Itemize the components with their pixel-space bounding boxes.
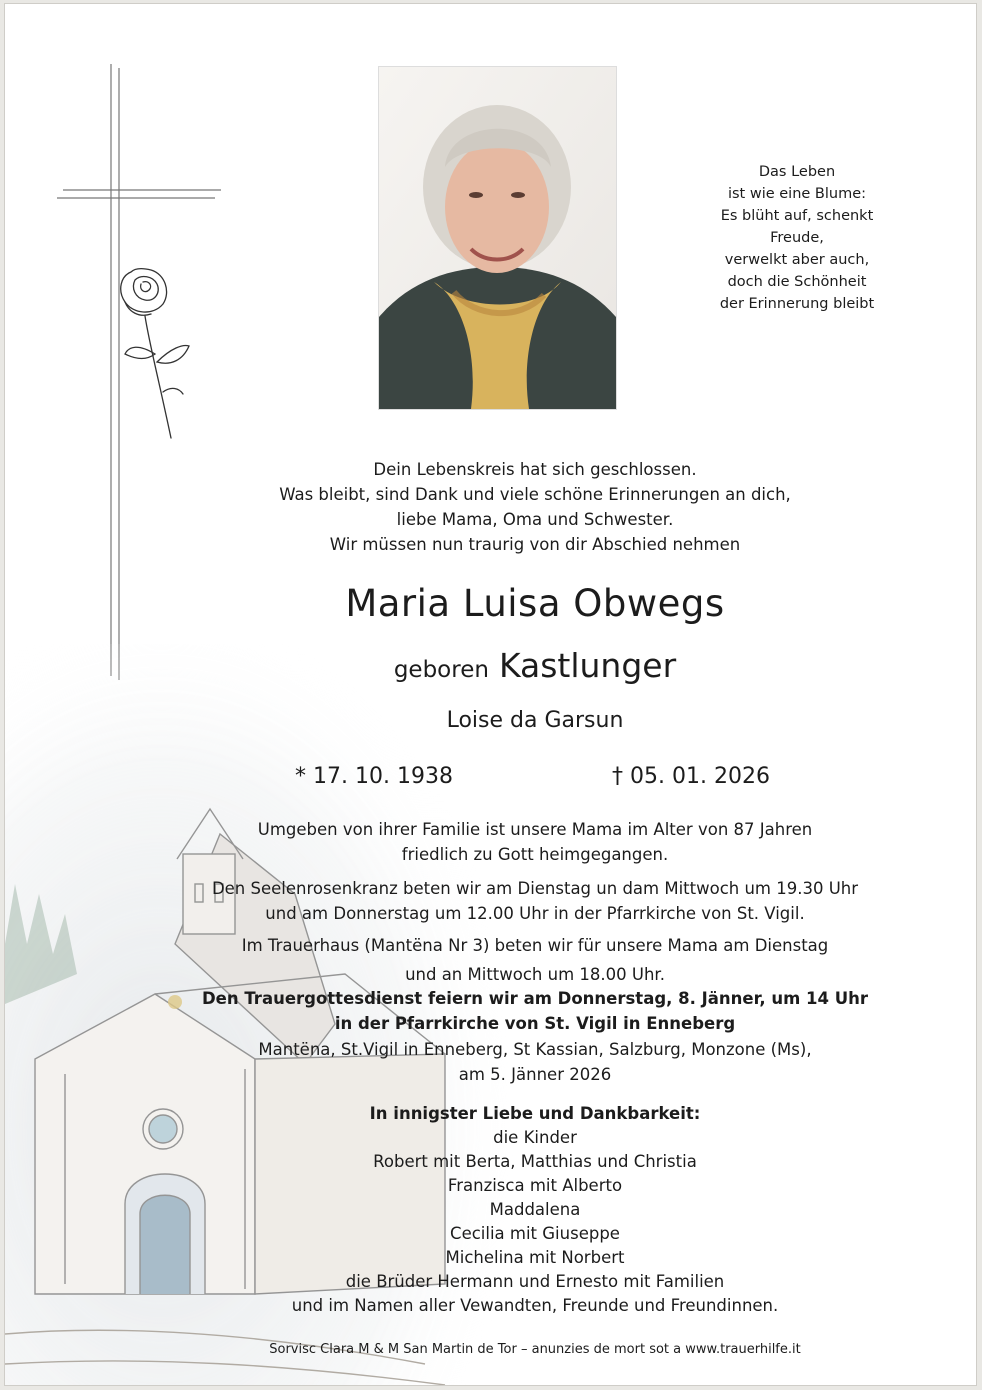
- mourner-line: Franzisca mit Alberto: [447, 1176, 623, 1195]
- poem-line: der Erinnerung bleibt: [719, 296, 875, 312]
- birth-date: * 17. 10. 1938: [295, 764, 453, 789]
- mourner-line: Cecilia mit Giuseppe: [450, 1224, 620, 1243]
- verse-line: Was bleibt, sind Dank und viele schöne Erinnerungen an dich,: [279, 485, 791, 504]
- poem-line: ist wie eine Blume:: [727, 186, 867, 202]
- home-prayer-info: [185, 931, 885, 989]
- death-date: † 05. 01. 2026: [612, 764, 770, 789]
- poem-line: Es blüht auf, schenkt: [720, 208, 874, 224]
- funeral-line: in der Pfarrkirche von St. Vigil in Enneberg: [334, 1014, 736, 1033]
- place-date-line: am 5. Jänner 2026: [458, 1065, 612, 1084]
- mourner-line: die Kinder: [493, 1128, 577, 1147]
- obituary-card: [4, 3, 977, 1386]
- mourner-line: und im Namen aller Vewandten, Freunde und Freundinnen.: [291, 1296, 779, 1315]
- birth-surname: Kastlunger: [498, 646, 677, 685]
- mourners-list: [185, 1102, 885, 1318]
- funeral-line: Den Trauergottesdienst feiern wir am Donnerstag, 8. Jänner, um 14 Uhr: [201, 989, 869, 1008]
- portrait-photo: [378, 66, 617, 410]
- mourner-line: die Brüder Hermann und Ernesto mit Familien: [345, 1272, 725, 1291]
- mourner-line: Robert mit Berta, Matthias und Christia: [373, 1152, 697, 1171]
- farewell-verse: [185, 457, 885, 557]
- home-prayer-line: und an Mittwoch um 18.00 Uhr.: [405, 965, 665, 984]
- verse-line: Dein Lebenskreis hat sich geschlossen.: [373, 460, 697, 479]
- birth-name: [185, 646, 885, 685]
- poem-line: doch die Schönheit: [727, 274, 867, 290]
- home-prayer-line: Im Trauerhaus (Mantëna Nr 3) beten wir für unsere Mama am Dienstag: [241, 936, 829, 955]
- verse-line: Wir müssen nun traurig von dir Abschied nehmen: [329, 535, 741, 554]
- poem-line: verwelkt aber auch,: [724, 252, 870, 268]
- mourner-line: Maddalena: [489, 1200, 581, 1219]
- born-prefix: geboren: [393, 657, 489, 683]
- rose-icon: [109, 262, 199, 442]
- poem-line: Freude,: [770, 230, 824, 246]
- rosary-info: [185, 876, 885, 926]
- announcement-line: friedlich zu Gott heimgegangen.: [401, 845, 669, 864]
- deceased-name: Maria Luisa Obwegs: [345, 582, 725, 625]
- mourner-line: Michelina mit Norbert: [445, 1248, 625, 1267]
- announcement-line: Umgeben von ihrer Familie ist unsere Mama im Alter von 87 Jahren: [257, 820, 813, 839]
- mourners-lead: In innigster Liebe und Dankbarkeit:: [369, 1104, 701, 1123]
- poem: [677, 161, 917, 315]
- rosary-line: und am Donnerstag um 12.00 Uhr in der Pfarrkirche von St. Vigil.: [265, 904, 805, 923]
- place-date: [185, 1037, 885, 1087]
- poem-line: Das Leben: [758, 164, 836, 180]
- nickname: Loise da Garsun: [446, 708, 624, 733]
- funeral-info: [185, 986, 885, 1036]
- footer-credit: Sorvisc Clara M & M San Martin de Tor – anunzies de mort sot a www.trauerhilfe.it: [269, 1342, 801, 1357]
- place-date-line: Mantëna, St.Vigil in Enneberg, St Kassian, Salzburg, Monzone (Ms),: [258, 1040, 812, 1059]
- rosary-line: Den Seelenrosenkranz beten wir am Dienstag un dam Mittwoch um 19.30 Uhr: [211, 879, 859, 898]
- announcement: [185, 817, 885, 867]
- verse-line: liebe Mama, Oma und Schwester.: [396, 510, 674, 529]
